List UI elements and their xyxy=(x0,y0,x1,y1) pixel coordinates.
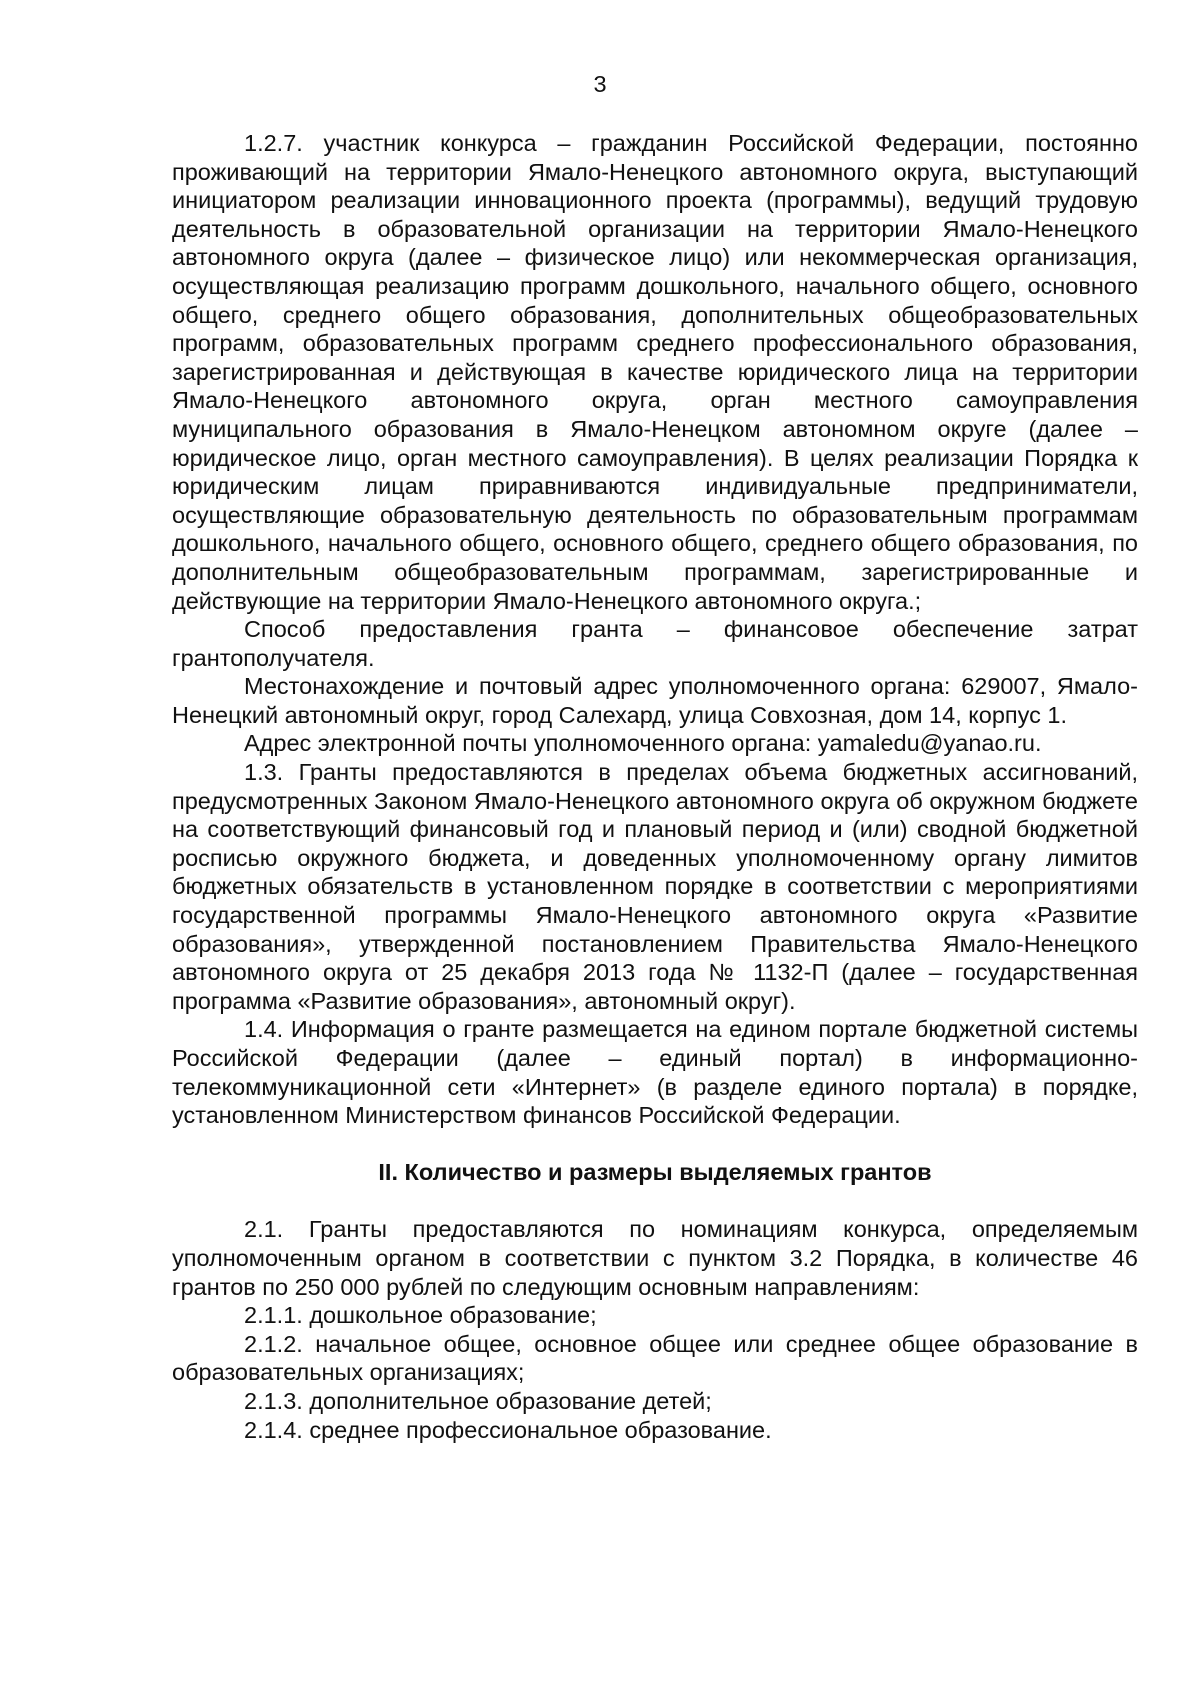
paragraph-address: Местонахождение и почтовый адрес уполномоченного органа: 629007, Ямало-Ненецкий автономный округ, город Салехард, улица Совхозная, дом 14, корпус 1. xyxy=(172,673,1138,728)
paragraph-1-4: 1.4. Информация о гранте размещается на едином портале бюджетной системы Российской Федерации (далее – единый портал) в информационно-телекоммуникационной сети «Интернет» (в разделе единого портала) в порядке, установленном Министерством финансов Российской Федерации. xyxy=(172,1016,1138,1129)
paragraph-grant-method: Способ предоставления гранта – финансовое обеспечение затрат грантополучателя. xyxy=(172,616,1138,671)
paragraph-2-1: 2.1. Гранты предоставляются по номинациям конкурса, определяемым уполномоченным органом в соответствии с пунктом 3.2 Порядка, в количестве 46 грантов по 250 000 рублей по следующим основным направлениям: xyxy=(172,1216,1138,1300)
paragraph-2-1-2: 2.1.2. начальное общее, основное общее или среднее общее образование в образовательных организациях; xyxy=(172,1330,1138,1386)
section-heading: II. Количество и размеры выделяемых грантов xyxy=(378,1158,932,1185)
paragraph-1-2-7: 1.2.7. участник конкурса – гражданин Российской Федерации, постоянно проживающий на территории Ямало-Ненецкого автономного округа, выступающий инициатором реализации инновационного проекта (программы), ведущий трудовую деятельность в образовательной организации на территории Ямало-Ненецкого автономного округа (далее – физическое лицо) или некоммерческая организация, осуществляющая реализацию программ дошкольного, начального общего, основного общего, среднего общего образования, дополнительных общеобразовательных программ, образовательных программ среднего профессионального образования, зарегистрированная и действующая в качестве юридического лица на территории Ямало-Ненецкого автономного округа, орган местного самоуправления муниципального образования в Ямало-Ненецком автономном округе (далее – юридическое лицо, орган местного самоуправления). В целях реализации Порядка к юридическим лицам приравниваются индивидуальные предприниматели, осуществляющие образовательную деятельность по образовательным программам дошкольного, начального общего, основного общего, среднего общего образования, по дополнительным общеобразовательным программам, зарегистрированные и действующие на территории Ямало-Ненецкого автономного округа.; xyxy=(172,130,1138,614)
document-body xyxy=(172,129,1138,1444)
paragraph-2-1-3: 2.1.3. дополнительное образование детей; xyxy=(244,1387,712,1414)
paragraph-2-1-1: 2.1.1. дошкольное образование; xyxy=(244,1302,597,1329)
paragraph-1-3: 1.3. Гранты предоставляются в пределах объема бюджетных ассигнований, предусмотренных Законом Ямало-Ненецкого автономного округа об окружном бюджете на соответствующий финансовый год и плановый период и (или) сводной бюджетной росписью окружного бюджета, и доведенных уполномоченному органу лимитов бюджетных обязательств в установленном порядке в соответствии с мероприятиями государственной программы Ямало-Ненецкого автономного округа «Развитие образования», утвержденной постановлением Правительства Ямало-Ненецкого автономного округа от 25 декабря 2013 года № 1132-П (далее – государственная программа «Развитие образования», автономный округ). xyxy=(172,759,1138,1014)
page-number: 3 xyxy=(593,71,607,97)
paragraph-2-1-4: 2.1.4. среднее профессиональное образование. xyxy=(244,1416,772,1443)
paragraph-email: Адрес электронной почты уполномоченного органа: yamaledu@yanao.ru. xyxy=(244,730,1042,757)
